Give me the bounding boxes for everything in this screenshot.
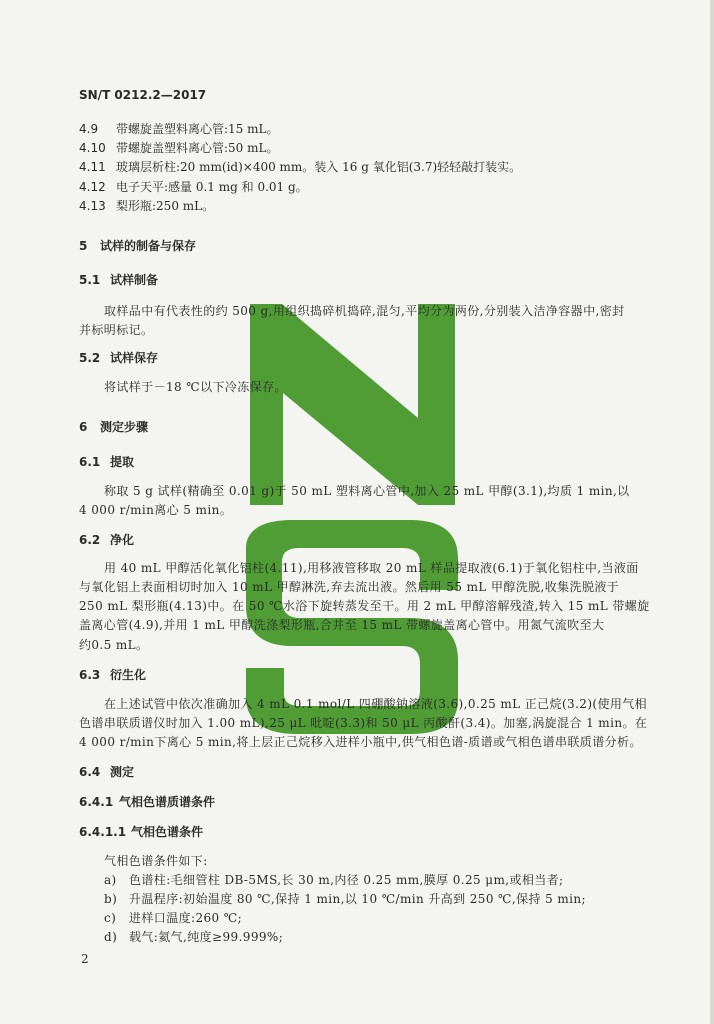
list-text: 升温程序:初始温度 80 ℃,保持 1 min,以 10 ℃/min 升高到 250 ℃,保持 5 min; — [129, 892, 586, 906]
item-text: 玻璃层析柱:20 mm(id)×400 mm。装入 16 g 氧化铝(3.7)轻轻敲打装实。 — [116, 160, 522, 174]
subsection-title: 气相色谱条件 — [131, 825, 204, 839]
paragraph-line: 取样品中有代表性的约 500 g,用组织捣碎机捣碎,混匀,平均分为两份,分别装入洁净容器中,密封 — [104, 304, 625, 318]
paragraph-line: 250 mL 梨形瓶(4.13)中。在 50 ℃水浴下旋转蒸发至干。用 2 mL 甲醇溶解残渣,转入 15 mL 带螺旋 — [79, 599, 650, 613]
subsection-number: 6.1 — [79, 455, 101, 469]
subsection-number: 6.4 — [79, 765, 101, 779]
list-item — [104, 891, 586, 907]
subsection-title: 净化 — [110, 533, 135, 547]
subsection-heading — [79, 794, 215, 810]
list-item — [79, 159, 521, 175]
item-number: 4.10 — [79, 141, 106, 155]
paragraph-line: 称取 5 g 试样(精确至 0.01 g)于 50 mL 塑料离心管中,加入 25 mL 甲醇(3.1),均质 1 min,以 — [104, 484, 630, 498]
subsection-title: 试样保存 — [110, 351, 159, 365]
subsection-heading — [79, 667, 146, 683]
item-number: 4.11 — [79, 160, 106, 174]
item-number: 4.13 — [79, 199, 106, 213]
list-item — [79, 198, 214, 214]
list-text: 色谱柱:毛细管柱 DB-5MS,长 30 m,内径 0.25 mm,膜厚 0.25 μm,或相当者; — [129, 873, 564, 887]
subsection-number: 6.4.1 — [79, 795, 114, 809]
list-item — [104, 910, 242, 926]
item-number: 4.12 — [79, 180, 106, 194]
section-title: 试样的制备与保存 — [100, 239, 197, 253]
subsection-number: 5.2 — [79, 351, 101, 365]
list-item — [104, 872, 564, 888]
section-number: 5 — [79, 239, 88, 253]
paragraph-line: 色谱串联质谱仪时加入 1.00 mL),25 μL 吡啶(3.3)和 50 μL 丙酸酐(3.4)。加塞,涡旋混合 1 min。在 — [79, 716, 648, 730]
subsection-heading — [79, 764, 134, 780]
list-item — [104, 929, 283, 945]
paragraph-line: 气相色谱条件如下: — [104, 854, 208, 868]
section-heading — [79, 419, 148, 435]
item-text: 电子天平:感量 0.1 mg 和 0.01 g。 — [116, 180, 308, 194]
list-item — [79, 140, 278, 156]
subsection-number: 6.3 — [79, 668, 101, 682]
paragraph-line: 将试样于－18 ℃以下冷冻保存。 — [104, 380, 287, 394]
paragraph-line: 约0.5 mL。 — [79, 638, 149, 652]
paragraph-line: 盖离心管(4.9),并用 1 mL 甲醇洗涤梨形瓶,合并至 15 mL 带螺旋盖离心管中。用氮气流吹至大 — [79, 618, 605, 632]
subsection-heading — [79, 532, 134, 548]
list-text: 载气:氦气,纯度≥99.999%; — [129, 930, 284, 944]
subsection-title: 试样制备 — [110, 273, 159, 287]
subsection-title: 测定 — [110, 765, 135, 779]
list-text: 进样口温度:260 ℃; — [129, 911, 243, 925]
list-label: a) — [104, 873, 117, 887]
list-item — [79, 179, 308, 195]
subsection-heading — [79, 350, 158, 366]
subsection-heading — [79, 454, 134, 470]
list-item — [79, 121, 278, 137]
list-label: c) — [104, 911, 117, 925]
list-label: d) — [104, 930, 118, 944]
subsection-heading — [79, 272, 158, 288]
paragraph-line: 与氧化铝上表面相切时加入 10 mL 甲醇淋洗,弃去流出液。然后用 55 mL 甲醇洗脱,收集洗脱液于 — [79, 580, 620, 594]
subsection-title: 提取 — [110, 455, 135, 469]
item-text: 梨形瓶:250 mL。 — [116, 199, 215, 213]
section-number: 6 — [79, 420, 88, 434]
subsection-number: 5.1 — [79, 273, 101, 287]
paragraph-line: 并标明标记。 — [79, 323, 154, 337]
item-text: 带螺旋盖塑料离心管:15 mL。 — [116, 122, 279, 136]
page-number: 2 — [81, 952, 89, 966]
subsection-heading — [79, 824, 203, 840]
paragraph-line: 在上述试管中依次准确加入 4 mL 0.1 mol/L 四硼酸钠溶液(3.6),0.25 mL 正己烷(3.2)(使用气相 — [104, 697, 648, 711]
watermark-letter-n — [250, 304, 455, 505]
subsection-title: 气相色谱质谱条件 — [119, 795, 216, 809]
subsection-title: 衍生化 — [110, 668, 147, 682]
paragraph-line: 用 40 mL 甲醇活化氧化铝柱(4.11),用移液管移取 20 mL 样品提取液(6.1)于氧化铝柱中,当液面 — [104, 561, 639, 575]
standard-code: SN/T 0212.2—2017 — [79, 88, 207, 102]
subsection-number: 6.4.1.1 — [79, 825, 127, 839]
paragraph-line: 4 000 r/min下离心 5 min,将上层正己烷移入进样小瓶中,供气相色谱-质谱或气相色谱串联质谱分析。 — [79, 735, 642, 749]
item-number: 4.9 — [79, 122, 99, 136]
paragraph-line: 4 000 r/min离心 5 min。 — [79, 503, 233, 517]
list-label: b) — [104, 892, 118, 906]
item-text: 带螺旋盖塑料离心管:50 mL。 — [116, 141, 279, 155]
section-title: 测定步骤 — [100, 420, 149, 434]
subsection-number: 6.2 — [79, 533, 101, 547]
section-heading — [79, 238, 196, 254]
